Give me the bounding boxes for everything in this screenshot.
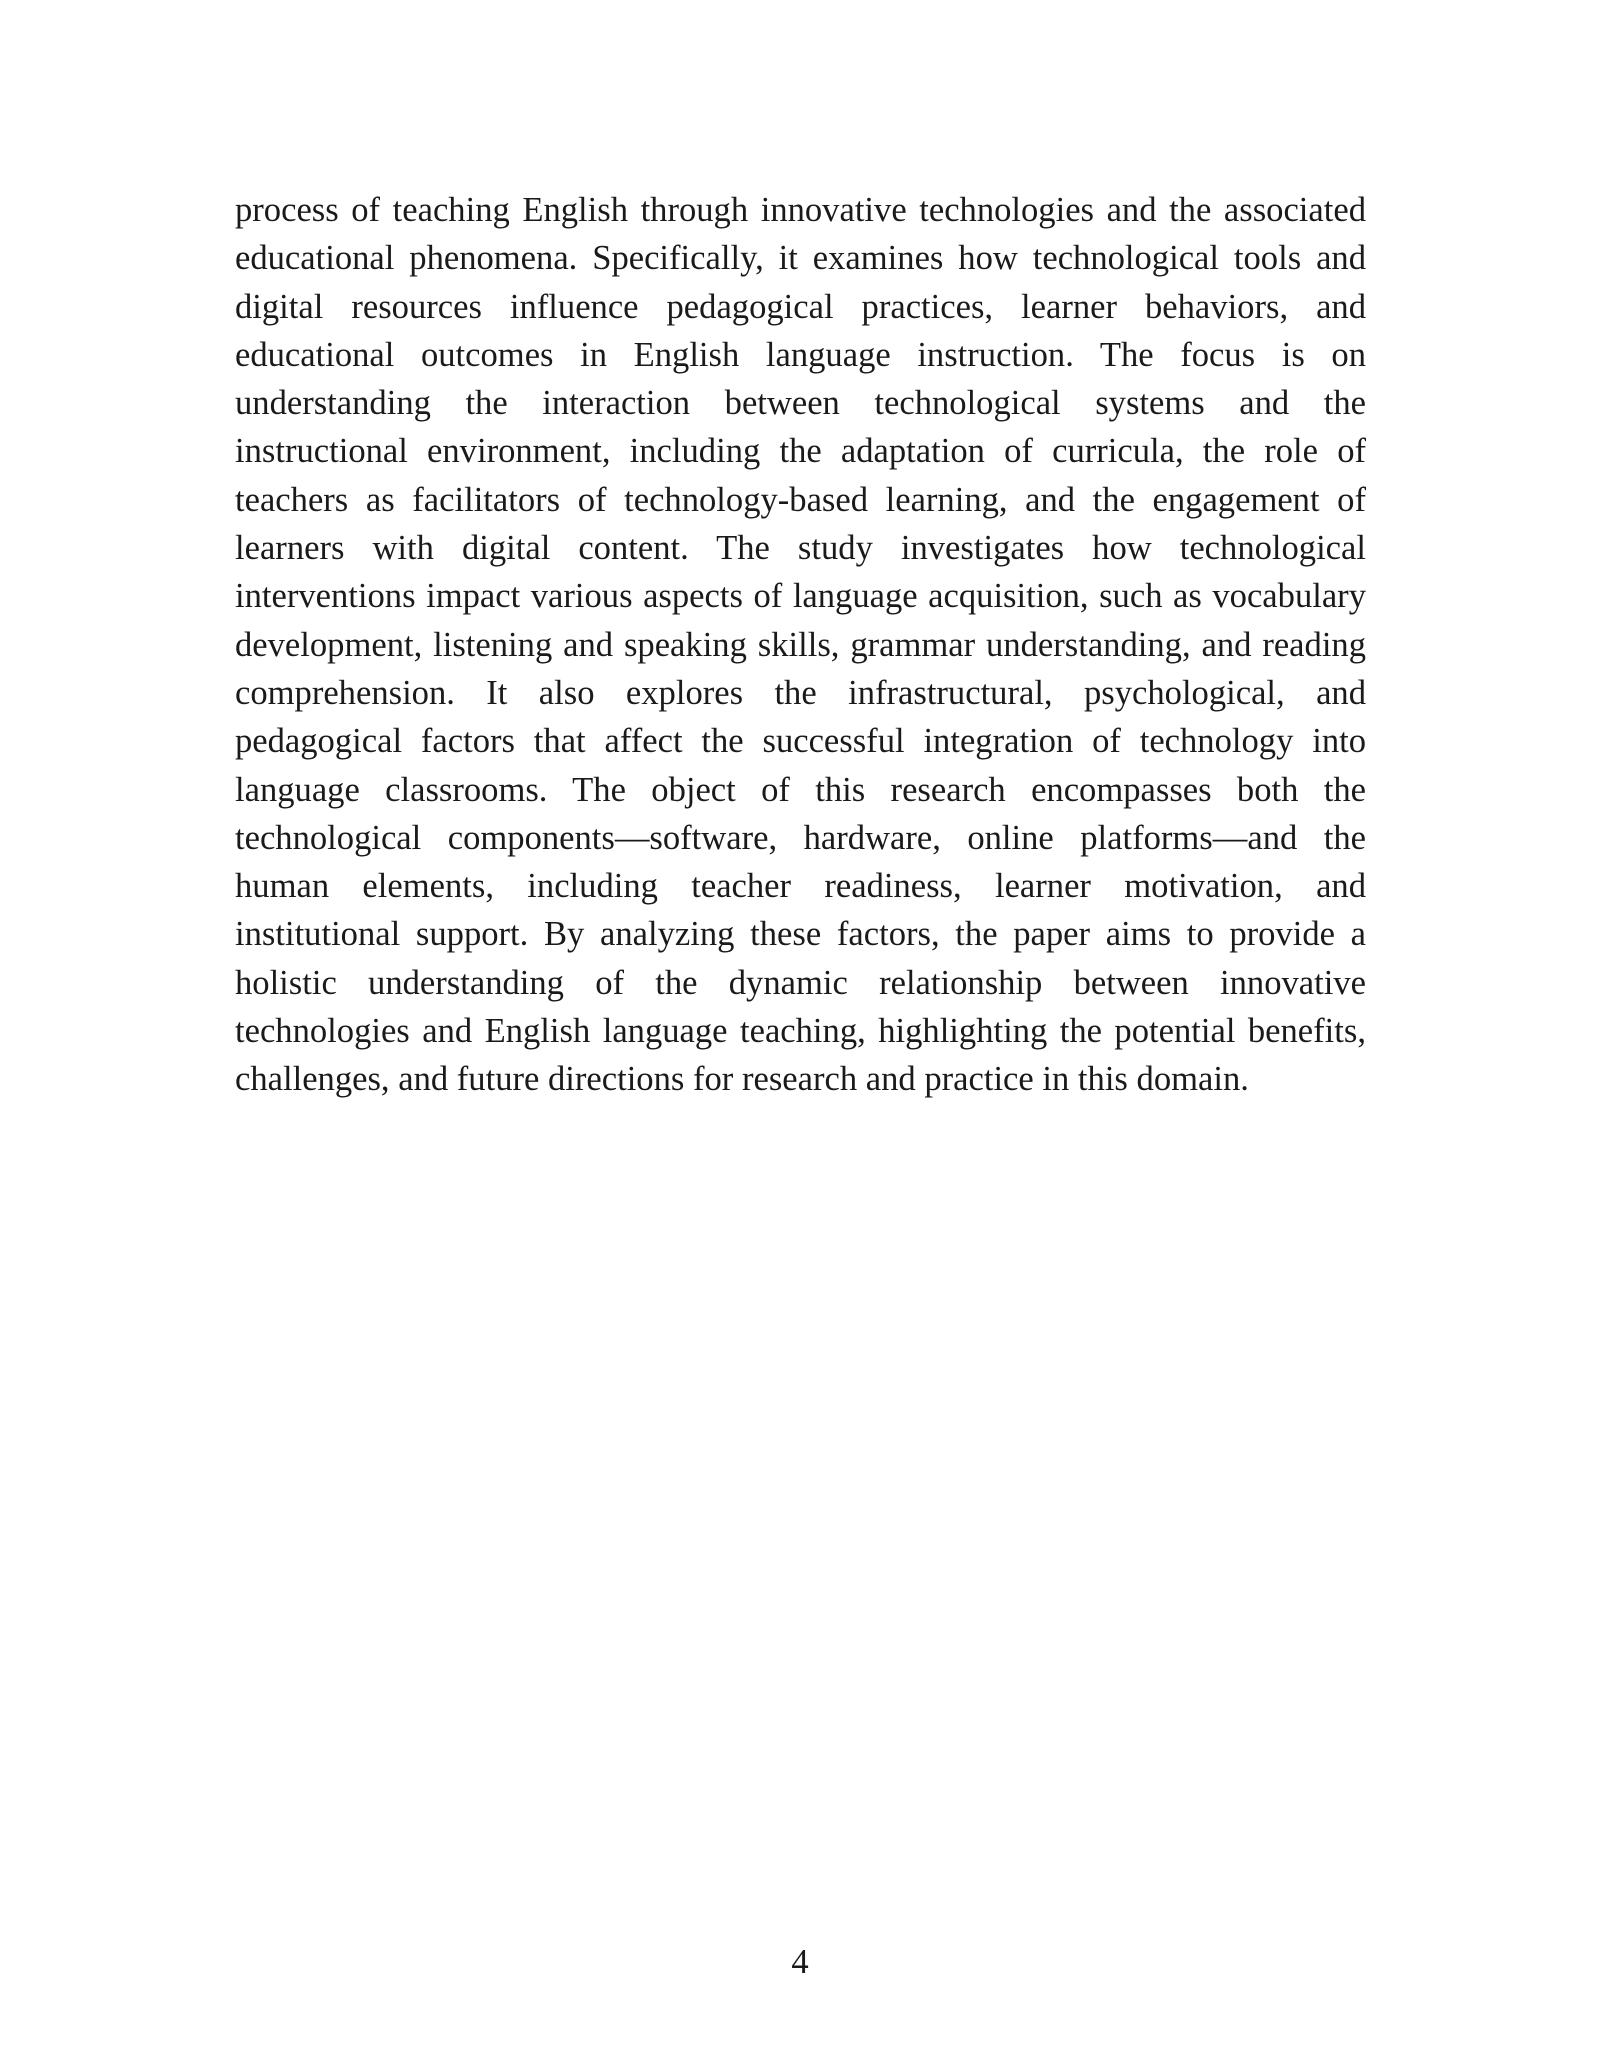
page-number: 4 xyxy=(791,1943,809,1981)
body-paragraph: process of teaching English through innovative technologies and the associated educational phenomena. Specifically, it examines how technological tools and digital resources influence pedagogical practices, learner behaviors, and educational outcomes in English language instruction. The focus is on understanding the interaction between technological systems and the instructional environment, including the adaptation of curricula, the role of teachers as facilitators of technology-based learning, and the engagement of learners with digital content. The study investigates how technological interventions impact various aspects of language acquisition, such as vocabulary development, listening and speaking skills, grammar understanding, and reading comprehension. It also explores the infrastructural, psychological, and pedagogical factors that affect the successful integration of technology into language classrooms. The object of this research encompasses both the technological components—software, hardware, online platforms—and the human elements, including teacher readiness, learner motivation, and institutional support. By analyzing these factors, the paper aims to provide a holistic understanding of the dynamic relationship between innovative technologies and English language teaching, highlighting the potential benefits, challenges, and future directions for research and practice in this domain. xyxy=(235,191,1366,1099)
